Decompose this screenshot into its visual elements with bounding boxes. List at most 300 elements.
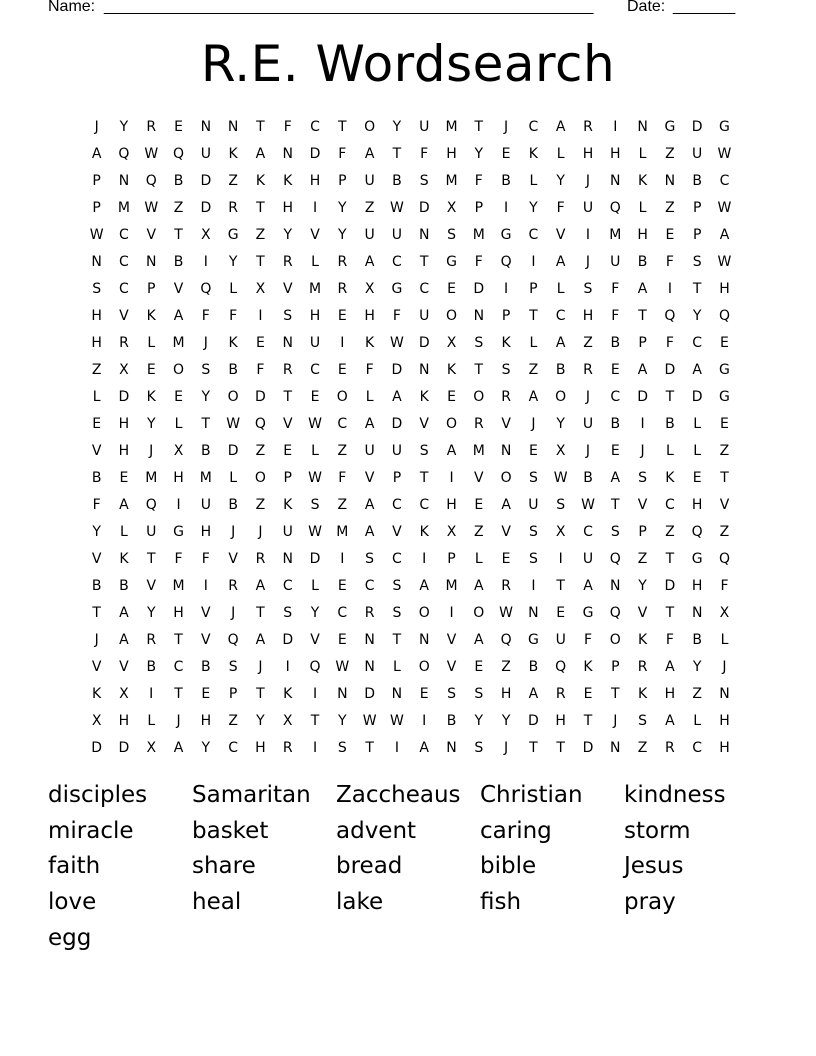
grid-letter[interactable]: T <box>529 308 538 324</box>
grid-letter[interactable]: L <box>556 146 565 162</box>
grid-letter[interactable]: O <box>173 362 185 378</box>
grid-letter[interactable]: H <box>173 470 184 486</box>
grid-letter[interactable]: N <box>473 308 485 324</box>
grid-letter[interactable]: U <box>391 443 403 459</box>
grid-letter[interactable]: U <box>582 416 594 432</box>
grid-letter[interactable]: K <box>637 632 648 648</box>
grid-letter[interactable]: H <box>91 308 102 324</box>
grid-letter[interactable]: Q <box>200 281 212 297</box>
grid-letter[interactable]: I <box>531 254 536 270</box>
grid-letter[interactable]: L <box>365 389 374 405</box>
grid-letter[interactable]: X <box>119 362 129 378</box>
grid-letter[interactable]: H <box>582 146 594 162</box>
grid-letter[interactable]: T <box>338 119 347 135</box>
grid-letter[interactable]: V <box>201 632 211 648</box>
grid-letter[interactable]: L <box>311 254 319 270</box>
grid-letter[interactable]: D <box>418 200 430 216</box>
grid-letter[interactable]: L <box>229 470 238 486</box>
grid-letter[interactable]: U <box>419 308 430 324</box>
grid-letter[interactable]: T <box>146 551 156 567</box>
grid-letter[interactable]: B <box>392 173 402 189</box>
grid-letter[interactable]: U <box>692 146 703 162</box>
grid-letter[interactable]: I <box>394 740 399 756</box>
grid-letter[interactable]: Y <box>146 605 156 621</box>
grid-letter[interactable]: Y <box>201 389 211 405</box>
grid-letter[interactable]: I <box>258 308 263 324</box>
grid-letter[interactable]: T <box>419 254 429 270</box>
grid-letter[interactable]: E <box>692 470 702 486</box>
grid-letter[interactable]: L <box>311 443 319 459</box>
grid-letter[interactable]: V <box>555 227 566 243</box>
grid-letter[interactable]: H <box>118 713 130 729</box>
grid-letter[interactable]: R <box>255 551 266 567</box>
grid-letter[interactable]: C <box>719 173 730 189</box>
grid-letter[interactable]: W <box>89 227 104 243</box>
grid-letter[interactable]: D <box>309 551 321 567</box>
grid-letter[interactable]: L <box>529 335 538 351</box>
grid-letter[interactable]: R <box>282 740 293 756</box>
grid-letter[interactable]: N <box>418 362 430 378</box>
grid-letter[interactable]: G <box>446 254 457 270</box>
grid-letter[interactable]: P <box>529 281 538 297</box>
grid-letter[interactable]: K <box>228 146 238 162</box>
grid-letter[interactable]: S <box>201 362 211 378</box>
grid-letter[interactable]: P <box>92 200 101 216</box>
grid-letter[interactable]: L <box>693 416 702 432</box>
grid-letter[interactable]: B <box>91 578 102 594</box>
grid-letter[interactable]: C <box>119 281 129 297</box>
grid-letter[interactable]: Z <box>255 497 266 513</box>
grid-letter[interactable]: F <box>338 146 347 162</box>
grid-letter[interactable]: H <box>610 146 621 162</box>
grid-letter[interactable]: I <box>449 605 454 621</box>
grid-letter[interactable]: T <box>256 254 265 270</box>
grid-letter[interactable]: G <box>582 605 594 621</box>
grid-letter[interactable]: J <box>613 713 618 729</box>
grid-letter[interactable]: F <box>338 470 347 486</box>
grid-letter[interactable]: T <box>256 119 265 135</box>
grid-letter[interactable]: D <box>664 362 676 378</box>
grid-letter[interactable]: X <box>446 524 457 540</box>
grid-letter[interactable]: B <box>692 632 702 648</box>
grid-letter[interactable]: T <box>638 308 647 324</box>
grid-letter[interactable]: T <box>392 146 402 162</box>
grid-letter[interactable]: D <box>255 389 266 405</box>
grid-letter[interactable]: S <box>528 470 538 486</box>
grid-letter[interactable]: J <box>585 443 591 459</box>
grid-letter[interactable]: G <box>691 551 703 567</box>
grid-letter[interactable]: J <box>585 254 591 270</box>
grid-letter[interactable]: E <box>474 659 484 675</box>
grid-letter[interactable]: A <box>392 389 402 405</box>
grid-letter[interactable]: P <box>638 524 647 540</box>
grid-letter[interactable]: I <box>531 578 536 594</box>
grid-letter[interactable]: D <box>418 335 430 351</box>
grid-letter[interactable]: C <box>555 308 566 324</box>
grid-letter[interactable]: I <box>176 497 181 513</box>
grid-letter[interactable]: Y <box>556 416 565 432</box>
grid-letter[interactable]: T <box>529 740 538 756</box>
grid-letter[interactable]: S <box>392 578 402 594</box>
grid-letter[interactable]: G <box>719 389 730 405</box>
grid-letter[interactable]: U <box>146 524 157 540</box>
grid-letter[interactable]: E <box>283 443 293 459</box>
grid-letter[interactable]: J <box>258 659 263 675</box>
grid-letter[interactable]: W <box>226 416 241 432</box>
grid-letter[interactable]: K <box>365 335 375 351</box>
grid-letter[interactable]: N <box>146 254 157 270</box>
grid-letter[interactable]: O <box>418 659 430 675</box>
grid-letter[interactable]: V <box>446 632 457 648</box>
grid-letter[interactable]: F <box>665 335 674 351</box>
grid-letter[interactable]: A <box>501 497 511 513</box>
grid-letter[interactable]: H <box>255 740 266 756</box>
grid-letter[interactable]: T <box>256 200 265 216</box>
grid-letter[interactable]: U <box>528 497 539 513</box>
grid-letter[interactable]: W <box>362 713 377 729</box>
grid-letter[interactable]: X <box>282 713 293 729</box>
grid-letter[interactable]: M <box>308 281 322 297</box>
grid-letter[interactable]: E <box>337 632 347 648</box>
grid-letter[interactable]: I <box>558 551 563 567</box>
grid-letter[interactable]: P <box>611 659 620 675</box>
grid-letter[interactable]: T <box>611 497 620 513</box>
grid-letter[interactable]: C <box>528 119 539 135</box>
grid-letter[interactable]: Q <box>609 551 621 567</box>
grid-letter[interactable]: L <box>693 443 702 459</box>
grid-letter[interactable]: I <box>312 686 318 702</box>
grid-letter[interactable]: V <box>282 416 293 432</box>
grid-letter[interactable]: E <box>310 389 320 405</box>
grid-letter[interactable]: W <box>717 254 732 270</box>
grid-letter[interactable]: N <box>446 740 457 756</box>
grid-letter[interactable]: N <box>337 686 348 702</box>
grid-letter[interactable]: C <box>228 740 239 756</box>
grid-letter[interactable]: F <box>92 497 101 513</box>
grid-letter[interactable]: X <box>364 281 375 297</box>
grid-letter[interactable]: H <box>555 713 566 729</box>
grid-letter[interactable]: L <box>147 713 156 729</box>
grid-letter[interactable]: A <box>255 632 266 648</box>
grid-letter[interactable]: L <box>474 551 483 567</box>
grid-letter[interactable]: E <box>256 335 265 351</box>
grid-letter[interactable]: A <box>419 578 429 594</box>
grid-letter[interactable]: D <box>691 119 703 135</box>
grid-letter[interactable]: K <box>637 686 648 702</box>
grid-letter[interactable]: C <box>392 551 402 567</box>
grid-letter[interactable]: Q <box>145 173 157 189</box>
grid-letter[interactable]: V <box>173 281 184 297</box>
grid-letter[interactable]: S <box>392 605 402 621</box>
grid-letter[interactable]: L <box>393 659 401 675</box>
grid-letter[interactable]: W <box>717 200 732 216</box>
grid-letter[interactable]: C <box>392 497 402 513</box>
grid-letter[interactable]: U <box>309 335 321 351</box>
grid-letter[interactable]: U <box>364 443 375 459</box>
grid-letter[interactable]: F <box>283 119 292 135</box>
grid-letter[interactable]: A <box>637 281 648 297</box>
grid-letter[interactable]: H <box>200 524 212 540</box>
grid-letter[interactable]: U <box>419 119 430 135</box>
grid-letter[interactable]: N <box>691 605 703 621</box>
grid-letter[interactable]: O <box>445 416 458 432</box>
grid-letter[interactable]: E <box>174 119 183 135</box>
grid-letter[interactable]: X <box>146 740 157 756</box>
grid-letter[interactable]: J <box>94 119 99 135</box>
grid-letter[interactable]: F <box>365 362 374 378</box>
grid-letter[interactable]: Q <box>500 632 512 648</box>
grid-letter[interactable]: D <box>227 443 239 459</box>
grid-letter[interactable]: N <box>418 632 430 648</box>
grid-letter[interactable]: V <box>119 659 129 675</box>
grid-letter[interactable]: Z <box>474 524 484 540</box>
grid-letter[interactable]: J <box>531 416 536 432</box>
grid-letter[interactable]: U <box>582 200 594 216</box>
grid-letter[interactable]: Z <box>255 227 266 243</box>
grid-letter[interactable]: P <box>283 470 292 486</box>
grid-letter[interactable]: Q <box>718 308 730 324</box>
grid-letter[interactable]: A <box>528 686 539 702</box>
grid-letter[interactable]: T <box>474 119 484 135</box>
grid-letter[interactable]: J <box>585 173 591 189</box>
grid-letter[interactable]: A <box>419 740 429 756</box>
grid-letter[interactable]: Z <box>228 713 238 729</box>
grid-letter[interactable]: B <box>610 416 621 432</box>
grid-letter[interactable]: T <box>283 389 292 405</box>
grid-letter[interactable]: F <box>665 254 674 270</box>
grid-letter[interactable]: D <box>637 389 648 405</box>
grid-letter[interactable]: N <box>610 173 621 189</box>
grid-letter[interactable]: M <box>445 578 458 594</box>
grid-letter[interactable]: Z <box>364 200 375 216</box>
grid-letter[interactable]: Z <box>637 740 648 756</box>
grid-letter[interactable]: H <box>309 173 321 189</box>
grid-letter[interactable]: D <box>309 146 321 162</box>
grid-letter[interactable]: A <box>91 146 102 162</box>
grid-letter[interactable]: X <box>555 443 566 459</box>
grid-letter[interactable]: N <box>282 551 293 567</box>
grid-letter[interactable]: S <box>419 173 429 189</box>
grid-letter[interactable]: K <box>119 551 129 567</box>
grid-letter[interactable]: J <box>258 524 263 540</box>
grid-letter[interactable]: A <box>255 146 266 162</box>
grid-letter[interactable]: T <box>665 551 675 567</box>
grid-letter[interactable]: F <box>256 362 265 378</box>
grid-letter[interactable]: E <box>119 470 129 486</box>
grid-letter[interactable]: B <box>173 254 184 270</box>
grid-letter[interactable]: T <box>256 605 265 621</box>
grid-letter[interactable]: V <box>310 632 320 648</box>
grid-letter[interactable]: M <box>472 443 485 459</box>
grid-letter[interactable]: C <box>282 578 293 594</box>
grid-letter[interactable]: D <box>473 281 485 297</box>
grid-letter[interactable]: N <box>200 119 212 135</box>
grid-letter[interactable]: A <box>119 497 129 513</box>
grid-letter[interactable]: J <box>504 119 509 135</box>
grid-letter[interactable]: X <box>446 200 457 216</box>
grid-letter[interactable]: Y <box>338 200 347 216</box>
grid-letter[interactable]: N <box>391 686 403 702</box>
grid-letter[interactable]: V <box>228 551 238 567</box>
grid-letter[interactable]: E <box>337 578 347 594</box>
grid-letter[interactable]: A <box>364 524 375 540</box>
grid-letter[interactable]: L <box>693 713 702 729</box>
grid-letter[interactable]: W <box>389 713 404 729</box>
grid-letter[interactable]: E <box>337 308 347 324</box>
grid-letter[interactable]: V <box>637 497 648 513</box>
grid-letter[interactable]: M <box>172 578 185 594</box>
grid-letter[interactable]: A <box>692 362 702 378</box>
grid-letter[interactable]: T <box>692 281 702 297</box>
grid-letter[interactable]: P <box>147 281 156 297</box>
grid-letter[interactable]: I <box>667 281 672 297</box>
grid-letter[interactable]: C <box>664 497 675 513</box>
grid-letter[interactable]: U <box>364 173 375 189</box>
grid-letter[interactable]: F <box>420 146 429 162</box>
grid-letter[interactable]: E <box>337 362 347 378</box>
grid-letter[interactable]: I <box>312 200 318 216</box>
grid-letter[interactable]: U <box>582 551 594 567</box>
grid-letter[interactable]: J <box>203 335 208 351</box>
grid-letter[interactable]: A <box>555 335 566 351</box>
grid-letter[interactable]: D <box>118 740 130 756</box>
grid-letter[interactable]: Y <box>146 416 156 432</box>
grid-letter[interactable]: Z <box>337 443 348 459</box>
grid-letter[interactable]: F <box>392 308 401 324</box>
grid-letter[interactable]: F <box>474 254 483 270</box>
grid-letter[interactable]: H <box>719 713 730 729</box>
grid-letter[interactable]: T <box>174 686 183 702</box>
grid-letter[interactable]: D <box>364 686 375 702</box>
grid-letter[interactable]: O <box>609 632 621 648</box>
grid-letter[interactable]: X <box>255 281 266 297</box>
grid-letter[interactable]: Q <box>173 146 185 162</box>
grid-letter[interactable]: X <box>173 443 184 459</box>
grid-letter[interactable]: B <box>228 497 238 513</box>
grid-letter[interactable]: Y <box>338 713 347 729</box>
grid-letter[interactable]: C <box>528 227 539 243</box>
grid-letter[interactable]: A <box>583 578 593 594</box>
grid-letter[interactable]: P <box>392 470 402 486</box>
grid-letter[interactable]: B <box>228 362 238 378</box>
grid-letter[interactable]: R <box>146 119 157 135</box>
grid-letter[interactable]: Y <box>228 254 238 270</box>
grid-letter[interactable]: I <box>312 740 318 756</box>
grid-letter[interactable]: C <box>583 524 593 540</box>
grid-letter[interactable]: F <box>201 308 210 324</box>
grid-letter[interactable]: V <box>474 470 484 486</box>
grid-letter[interactable]: V <box>364 470 375 486</box>
grid-letter[interactable]: K <box>419 524 429 540</box>
grid-letter[interactable]: Q <box>227 632 239 648</box>
grid-letter[interactable]: Q <box>664 308 676 324</box>
grid-letter[interactable]: K <box>92 686 102 702</box>
grid-letter[interactable]: K <box>255 173 266 189</box>
grid-letter[interactable]: W <box>389 335 404 351</box>
grid-letter[interactable]: O <box>445 308 458 324</box>
grid-letter[interactable]: H <box>582 308 594 324</box>
grid-letter[interactable]: G <box>500 227 512 243</box>
grid-letter[interactable]: W <box>144 200 159 216</box>
grid-letter[interactable]: P <box>447 551 456 567</box>
grid-letter[interactable]: Q <box>609 605 621 621</box>
grid-letter[interactable]: I <box>585 227 591 243</box>
grid-letter[interactable]: A <box>528 389 539 405</box>
grid-letter[interactable]: S <box>419 443 429 459</box>
grid-letter[interactable]: H <box>364 308 375 324</box>
grid-letter[interactable]: H <box>500 686 512 702</box>
grid-letter[interactable]: Y <box>556 173 565 189</box>
grid-letter[interactable]: E <box>146 362 156 378</box>
grid-letter[interactable]: H <box>446 146 457 162</box>
grid-letter[interactable]: A <box>665 659 675 675</box>
grid-letter[interactable]: F <box>665 632 674 648</box>
grid-letter[interactable]: S <box>610 524 620 540</box>
grid-letter[interactable]: O <box>473 605 485 621</box>
grid-letter[interactable]: W <box>308 470 322 486</box>
grid-letter[interactable]: R <box>282 254 293 270</box>
grid-letter[interactable]: S <box>528 551 538 567</box>
grid-letter[interactable]: C <box>392 254 402 270</box>
grid-letter[interactable]: M <box>609 227 622 243</box>
grid-letter[interactable]: Y <box>256 713 265 729</box>
grid-letter[interactable]: L <box>120 524 128 540</box>
grid-letter[interactable]: K <box>419 389 429 405</box>
grid-letter[interactable]: J <box>504 740 509 756</box>
grid-letter[interactable]: A <box>474 578 484 594</box>
grid-letter[interactable]: D <box>391 362 403 378</box>
grid-letter[interactable]: N <box>719 686 730 702</box>
grid-letter[interactable]: H <box>200 713 212 729</box>
grid-letter[interactable]: S <box>692 254 702 270</box>
grid-letter[interactable]: Z <box>501 659 511 675</box>
grid-letter[interactable]: Z <box>528 362 539 378</box>
grid-letter[interactable]: C <box>310 362 320 378</box>
grid-letter[interactable]: T <box>92 605 101 621</box>
grid-letter[interactable]: A <box>555 119 566 135</box>
grid-letter[interactable]: L <box>720 632 729 648</box>
grid-letter[interactable]: T <box>419 470 429 486</box>
grid-letter[interactable]: N <box>664 173 676 189</box>
grid-letter[interactable]: Y <box>201 740 211 756</box>
grid-letter[interactable]: E <box>720 416 729 432</box>
grid-letter[interactable]: K <box>228 335 238 351</box>
grid-letter[interactable]: V <box>91 659 102 675</box>
grid-letter[interactable]: S <box>638 470 648 486</box>
grid-letter[interactable]: V <box>637 605 648 621</box>
grid-letter[interactable]: R <box>501 389 511 405</box>
grid-letter[interactable]: N <box>91 254 102 270</box>
grid-letter[interactable]: J <box>149 443 154 459</box>
grid-letter[interactable]: N <box>610 740 621 756</box>
grid-letter[interactable]: T <box>556 578 565 594</box>
grid-letter[interactable]: Y <box>474 713 484 729</box>
grid-letter[interactable]: M <box>199 470 212 486</box>
grid-letter[interactable]: C <box>173 659 184 675</box>
grid-letter[interactable]: E <box>528 443 538 459</box>
grid-letter[interactable]: E <box>583 686 593 702</box>
grid-letter[interactable]: I <box>640 416 645 432</box>
grid-letter[interactable]: G <box>391 281 403 297</box>
grid-letter[interactable]: N <box>118 173 130 189</box>
grid-letter[interactable]: I <box>422 713 427 729</box>
grid-letter[interactable]: B <box>146 659 157 675</box>
grid-letter[interactable]: E <box>610 362 620 378</box>
grid-letter[interactable]: A <box>173 740 184 756</box>
grid-letter[interactable]: W <box>581 497 595 513</box>
grid-letter[interactable]: M <box>145 470 158 486</box>
grid-letter[interactable]: U <box>282 524 293 540</box>
